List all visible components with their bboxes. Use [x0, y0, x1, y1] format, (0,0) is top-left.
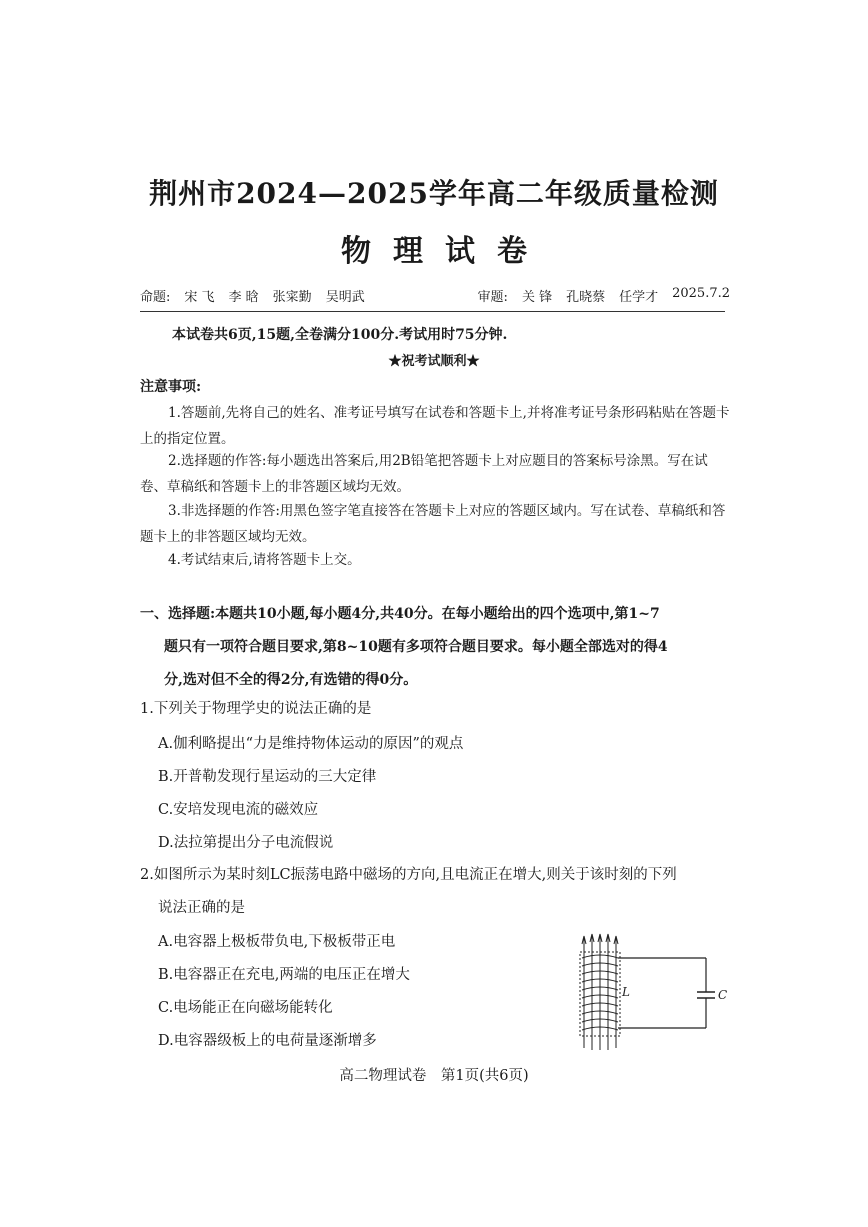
question-1-stem: 1.下列关于物理学史的说法正确的是: [140, 701, 372, 717]
magnetic-field-lines: [582, 934, 618, 1050]
capacitor-label: C: [718, 988, 728, 1002]
question-1-option-a: A.伽利略提出“力是维持物体运动的原因”的观点: [158, 736, 464, 752]
reviewer-name: 关 锋: [521, 290, 553, 305]
section-line: 一、选择题:本题共10小题,每小题4分,共40分。在每小题给出的四个选项中,第1~7: [140, 606, 660, 622]
notice-item: 4.考试结束后,请将答题卡上交。: [168, 552, 361, 568]
notice-item: 1.答题前,先将自己的姓名、准考证号填写在试卷和答题卡上,并将准考证号条形码粘贴在答题卡上的指定位置。: [140, 405, 730, 447]
section-line: 分,选对但不全的得2分,有选错的得0分。: [164, 672, 418, 688]
question-1-option-c: C.安培发现电流的磁效应: [158, 802, 319, 818]
capacitor-symbol: [697, 992, 715, 998]
question-1-option-b: B.开普勒发现行星运动的三大定律: [158, 769, 377, 785]
section-heading: [140, 598, 728, 697]
question-2-option-b: B.电容器正在充电,两端的电压正在增大: [158, 967, 410, 983]
section-line: 题只有一项符合题目要求,第8~10题有多项符合题目要求。每小题全部选对的得4: [164, 639, 668, 655]
setter-name: 宋 飞: [184, 290, 215, 305]
exam-title: 荆州市2024—2025学年高二年级质量检测: [149, 177, 719, 210]
notice-item: 3.非选择题的作答:用黑色签字笔直接答在答题卡上对应的答题区域内。写在试卷、草稿纸和答题卡上的非答题区域均无效。: [140, 503, 726, 545]
authors-line: [140, 286, 730, 305]
header-divider: [140, 311, 725, 312]
setter-name: 李 晗: [228, 290, 259, 305]
inductor-label: L: [622, 985, 630, 999]
reviewers-group: [478, 286, 730, 305]
question-2-option-a: A.电容器上极板带负电,下极板带正电: [158, 934, 396, 950]
setters-label: 命题:: [140, 290, 171, 305]
reviewers-label: 审题:: [477, 290, 508, 305]
exam-info: 本试卷共6页,15题,全卷满分100分.考试用时75分钟.: [172, 327, 508, 343]
circuit-wires: [618, 958, 706, 1028]
notice-item: 2.选择题的作答:每小题选出答案后,用2B铅笔把答题卡上对应题目的答案标号涂黑。写在试卷、草稿纸和答题卡上的非答题区域均无效。: [140, 453, 708, 495]
page-footer: 高二物理试卷 第1页(共6页): [339, 1068, 529, 1084]
question-2-option-c: C.电场能正在向磁场能转化: [158, 1000, 333, 1016]
question-2-stem: 2.如图所示为某时刻LC振荡电路中磁场的方向,且电流正在增大,则关于该时刻的下列: [140, 867, 677, 883]
question-2-stem-cont: 说法正确的是: [158, 900, 245, 916]
exam-subtitle: 物理试卷: [341, 234, 549, 269]
exam-date: 2025.7.2: [672, 286, 730, 301]
question-1-option-d: D.法拉第提出分子电流假说: [158, 835, 334, 851]
setters-group: [140, 286, 365, 305]
setter-name: 张寀勤: [272, 290, 312, 305]
lc-circuit-figure: [570, 930, 730, 1055]
question-2-option-d: D.电容器级板上的电荷量逐渐增多: [158, 1033, 377, 1049]
setter-name: 吴明武: [325, 290, 365, 305]
good-luck-banner: ★祝考试顺利★: [388, 354, 480, 369]
reviewer-name: 任学才: [619, 290, 659, 305]
reviewer-name: 孔晓蔡: [566, 290, 606, 305]
notice-heading: 注意事项:: [140, 379, 202, 395]
